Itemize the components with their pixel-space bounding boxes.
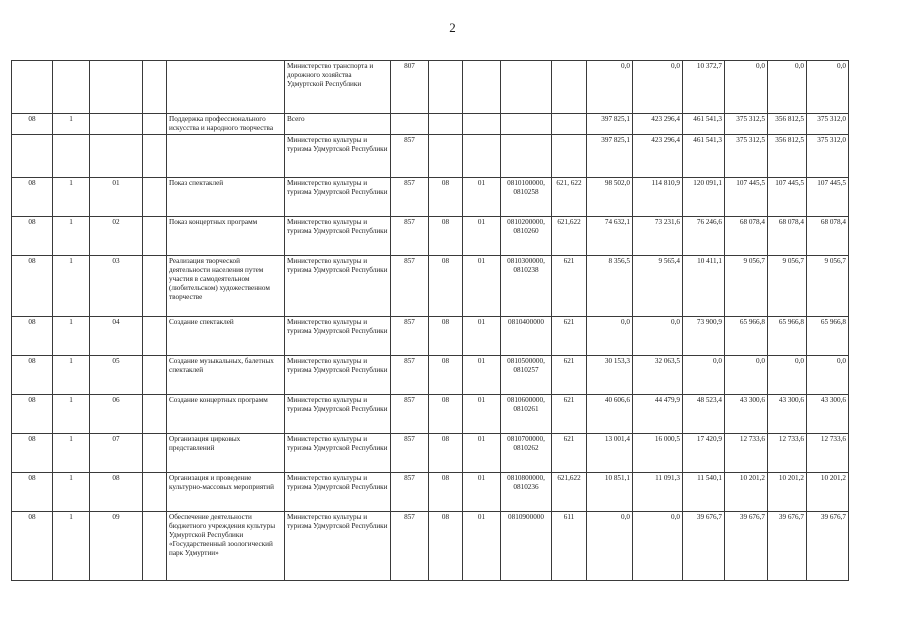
code-gp-cell: 08 [12,434,53,473]
responsible-cell: Министерство культуры и туризма Удмуртской Республики [285,178,391,217]
code-m-cell [143,473,167,512]
amount-cell-6: 10 201,2 [807,473,849,512]
code-om-cell: 06 [90,395,143,434]
code-om-cell: 04 [90,317,143,356]
csr-cell: 0810100000, 0810258 [501,178,552,217]
rz-cell: 08 [429,178,463,217]
code-om-cell: 07 [90,434,143,473]
amount-cell-4: 375 312,5 [725,114,768,135]
amount-cell-1: 10 851,1 [587,473,633,512]
grbs-cell [391,114,429,135]
code-gp-cell: 08 [12,395,53,434]
amount-cell-6: 9 056,7 [807,256,849,317]
amount-cell-5: 356 812,5 [768,135,807,178]
code-om-cell: 08 [90,473,143,512]
vr-cell: 621,622 [552,473,587,512]
pr-cell: 01 [463,356,501,395]
amount-cell-3: 120 091,1 [683,178,725,217]
vr-cell: 621 [552,395,587,434]
grbs-cell: 807 [391,61,429,114]
activity-name-cell: Создание музыкальных, балетных спектаклей [167,356,285,395]
pr-cell: 01 [463,395,501,434]
amount-cell-4: 65 966,8 [725,317,768,356]
pr-cell [463,135,501,178]
vr-cell: 611 [552,512,587,581]
activity-name-cell: Поддержка профессионального искусства и народного творчества [167,114,285,135]
code-gp-cell: 08 [12,317,53,356]
table-row [12,512,849,581]
responsible-cell: Всего [285,114,391,135]
grbs-cell: 857 [391,395,429,434]
code-m-cell [143,395,167,434]
amount-cell-3: 48 523,4 [683,395,725,434]
amount-cell-4: 68 078,4 [725,217,768,256]
pr-cell [463,114,501,135]
amount-cell-4: 10 201,2 [725,473,768,512]
amount-cell-6: 43 300,6 [807,395,849,434]
amount-cell-1: 397 825,1 [587,114,633,135]
grbs-cell: 857 [391,356,429,395]
rz-cell: 08 [429,317,463,356]
code-gp-cell: 08 [12,178,53,217]
table-row [12,317,849,356]
code-gp-cell: 08 [12,473,53,512]
pr-cell: 01 [463,256,501,317]
amount-cell-6: 0,0 [807,356,849,395]
pr-cell: 01 [463,473,501,512]
amount-cell-1: 8 356,5 [587,256,633,317]
amount-cell-6: 65 966,8 [807,317,849,356]
amount-cell-1: 30 153,3 [587,356,633,395]
responsible-cell: Министерство культуры и туризма Удмуртской Республики [285,256,391,317]
code-gp-cell: 08 [12,217,53,256]
amount-cell-2: 9 565,4 [633,256,683,317]
amount-cell-4: 9 056,7 [725,256,768,317]
rz-cell: 08 [429,256,463,317]
code-pp-cell: 1 [53,434,90,473]
amount-cell-5: 9 056,7 [768,256,807,317]
amount-cell-1: 0,0 [587,61,633,114]
code-m-cell [143,512,167,581]
vr-cell: 621 [552,434,587,473]
csr-cell: 0810900000 [501,512,552,581]
amount-cell-5: 10 201,2 [768,473,807,512]
table-row [12,178,849,217]
activity-name-cell: Обеспечение деятельности бюджетного учреждения культуры Удмуртской Республики «Государственный зоологический парк Удмуртии» [167,512,285,581]
amount-cell-5: 107 445,5 [768,178,807,217]
amount-cell-2: 0,0 [633,317,683,356]
code-m-cell [143,434,167,473]
table-row [12,114,849,135]
amount-cell-2: 16 000,5 [633,434,683,473]
responsible-cell: Министерство культуры и туризма Удмуртской Республики [285,317,391,356]
responsible-cell: Министерство культуры и туризма Удмуртской Республики [285,512,391,581]
amount-cell-1: 0,0 [587,512,633,581]
rz-cell [429,114,463,135]
rz-cell: 08 [429,356,463,395]
vr-cell [552,135,587,178]
amount-cell-3: 73 900,9 [683,317,725,356]
responsible-cell: Министерство культуры и туризма Удмуртской Республики [285,356,391,395]
code-m-cell [143,356,167,395]
code-m-cell [143,178,167,217]
code-m-cell [143,61,167,114]
amount-cell-2: 114 810,9 [633,178,683,217]
amount-cell-5: 0,0 [768,356,807,395]
code-m-cell [143,114,167,135]
rz-cell: 08 [429,217,463,256]
amount-cell-5: 39 676,7 [768,512,807,581]
activity-name-cell: Организация и проведение культурно-массовых мероприятий [167,473,285,512]
amount-cell-1: 98 502,0 [587,178,633,217]
code-pp-cell: 1 [53,217,90,256]
grbs-cell: 857 [391,135,429,178]
code-om-cell: 09 [90,512,143,581]
pr-cell [463,61,501,114]
code-om-cell: 02 [90,217,143,256]
amount-cell-5: 12 733,6 [768,434,807,473]
amount-cell-2: 423 296,4 [633,114,683,135]
csr-cell: 0810600000, 0810261 [501,395,552,434]
table-row [12,217,849,256]
grbs-cell: 857 [391,317,429,356]
rz-cell: 08 [429,473,463,512]
activity-name-cell: Создание концертных программ [167,395,285,434]
amount-cell-3: 39 676,7 [683,512,725,581]
amount-cell-1: 397 825,1 [587,135,633,178]
code-pp-cell: 1 [53,256,90,317]
amount-cell-6: 375 312,0 [807,135,849,178]
amount-cell-1: 40 606,6 [587,395,633,434]
amount-cell-6: 12 733,6 [807,434,849,473]
code-om-cell: 03 [90,256,143,317]
code-om-cell [90,114,143,135]
amount-cell-4: 12 733,6 [725,434,768,473]
amount-cell-1: 74 632,1 [587,217,633,256]
amount-cell-4: 39 676,7 [725,512,768,581]
code-om-cell: 05 [90,356,143,395]
code-om-cell [90,135,143,178]
code-m-cell [143,135,167,178]
pr-cell: 01 [463,434,501,473]
amount-cell-5: 68 078,4 [768,217,807,256]
table-row [12,61,849,114]
activity-name-cell: Реализация творческой деятельности населения путем участия в самодеятельном (любительском) художественном творчестве [167,256,285,317]
code-pp-cell: 1 [53,512,90,581]
amount-cell-3: 10 372,7 [683,61,725,114]
activity-name-cell [167,135,285,178]
code-pp-cell [53,61,90,114]
csr-cell: 0810300000, 0810238 [501,256,552,317]
responsible-cell: Министерство культуры и туризма Удмуртской Республики [285,434,391,473]
table-row [12,395,849,434]
code-gp-cell: 08 [12,114,53,135]
amount-cell-6: 68 078,4 [807,217,849,256]
rz-cell: 08 [429,395,463,434]
pr-cell: 01 [463,512,501,581]
rz-cell: 08 [429,434,463,473]
rz-cell [429,135,463,178]
pr-cell: 01 [463,317,501,356]
amount-cell-6: 0,0 [807,61,849,114]
amount-cell-3: 461 541,3 [683,135,725,178]
table-row [12,356,849,395]
grbs-cell: 857 [391,217,429,256]
csr-cell: 0810700000, 0810262 [501,434,552,473]
code-m-cell [143,217,167,256]
pr-cell: 01 [463,178,501,217]
csr-cell: 0810200000, 0810260 [501,217,552,256]
amount-cell-2: 11 091,3 [633,473,683,512]
code-m-cell [143,256,167,317]
code-pp-cell: 1 [53,178,90,217]
vr-cell: 621 [552,317,587,356]
activity-name-cell: Создание спектаклей [167,317,285,356]
activity-name-cell [167,61,285,114]
amount-cell-3: 0,0 [683,356,725,395]
amount-cell-6: 107 445,5 [807,178,849,217]
rz-cell [429,61,463,114]
vr-cell: 621 [552,356,587,395]
amount-cell-1: 0,0 [587,317,633,356]
amount-cell-6: 39 676,7 [807,512,849,581]
vr-cell: 621, 622 [552,178,587,217]
code-pp-cell: 1 [53,395,90,434]
amount-cell-2: 423 296,4 [633,135,683,178]
csr-cell [501,61,552,114]
code-pp-cell [53,135,90,178]
amount-cell-3: 461 541,3 [683,114,725,135]
amount-cell-5: 0,0 [768,61,807,114]
amount-cell-2: 0,0 [633,512,683,581]
responsible-cell: Министерство культуры и туризма Удмуртской Республики [285,395,391,434]
activity-name-cell: Показ концертных программ [167,217,285,256]
code-pp-cell: 1 [53,473,90,512]
code-gp-cell: 08 [12,256,53,317]
code-m-cell [143,317,167,356]
vr-cell [552,61,587,114]
code-pp-cell: 1 [53,356,90,395]
csr-cell: 0810800000, 0810236 [501,473,552,512]
budget-table [11,60,849,581]
page-number: 2 [449,20,456,35]
csr-cell: 0810400000 [501,317,552,356]
vr-cell [552,114,587,135]
responsible-cell: Министерство транспорта и дорожного хозяйства Удмуртской Республики [285,61,391,114]
amount-cell-2: 0,0 [633,61,683,114]
activity-name-cell: Показ спектаклей [167,178,285,217]
code-om-cell [90,61,143,114]
csr-cell: 0810500000, 0810257 [501,356,552,395]
amount-cell-2: 32 063,5 [633,356,683,395]
code-gp-cell [12,135,53,178]
amount-cell-4: 107 445,5 [725,178,768,217]
grbs-cell: 857 [391,178,429,217]
table-row [12,256,849,317]
amount-cell-5: 65 966,8 [768,317,807,356]
responsible-cell: Министерство культуры и туризма Удмуртской Республики [285,217,391,256]
rz-cell: 08 [429,512,463,581]
responsible-cell: Министерство культуры и туризма Удмуртской Республики [285,135,391,178]
responsible-cell: Министерство культуры и туризма Удмуртской Республики [285,473,391,512]
code-gp-cell [12,61,53,114]
amount-cell-2: 73 231,6 [633,217,683,256]
amount-cell-5: 43 300,6 [768,395,807,434]
amount-cell-4: 0,0 [725,356,768,395]
amount-cell-4: 0,0 [725,61,768,114]
code-pp-cell: 1 [53,114,90,135]
code-om-cell: 01 [90,178,143,217]
grbs-cell: 857 [391,434,429,473]
pr-cell: 01 [463,217,501,256]
amount-cell-2: 44 479,9 [633,395,683,434]
csr-cell [501,135,552,178]
amount-cell-3: 10 411,1 [683,256,725,317]
amount-cell-3: 11 540,1 [683,473,725,512]
vr-cell: 621 [552,256,587,317]
amount-cell-3: 17 420,9 [683,434,725,473]
amount-cell-5: 356 812,5 [768,114,807,135]
amount-cell-3: 76 246,6 [683,217,725,256]
grbs-cell: 857 [391,256,429,317]
amount-cell-4: 43 300,6 [725,395,768,434]
code-pp-cell: 1 [53,317,90,356]
amount-cell-4: 375 312,5 [725,135,768,178]
amount-cell-1: 13 001,4 [587,434,633,473]
table-row [12,473,849,512]
vr-cell: 621,622 [552,217,587,256]
code-gp-cell: 08 [12,356,53,395]
csr-cell [501,114,552,135]
amount-cell-6: 375 312,0 [807,114,849,135]
grbs-cell: 857 [391,473,429,512]
activity-name-cell: Организация цирковых представлений [167,434,285,473]
code-gp-cell: 08 [12,512,53,581]
table-row [12,434,849,473]
grbs-cell: 857 [391,512,429,581]
table-row [12,135,849,178]
